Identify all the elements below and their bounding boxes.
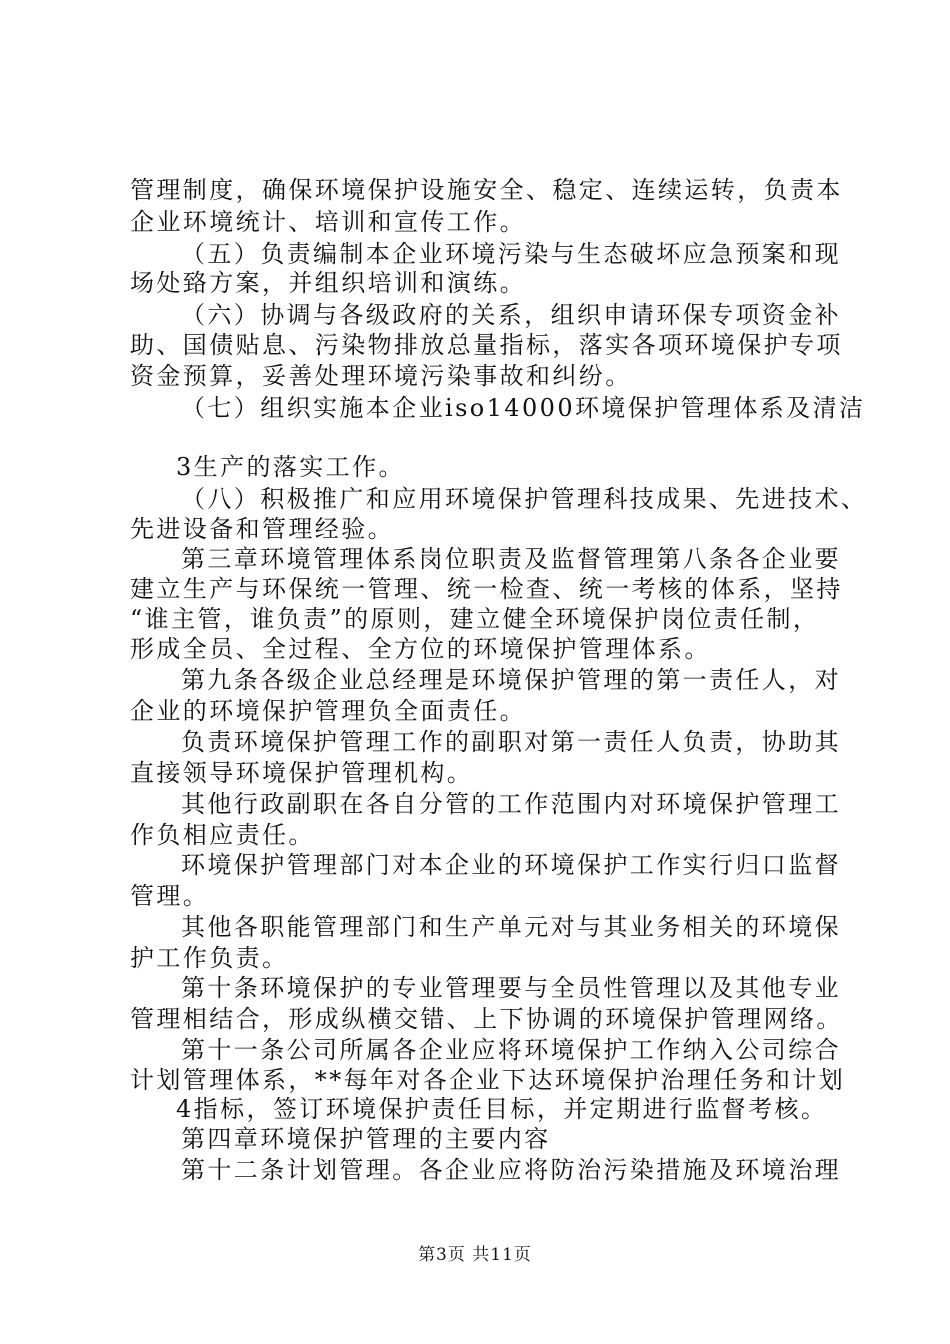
text-line: 4指标，签订环境保护责任目标，并定期进行监督考核。 — [176, 1095, 828, 1123]
text-line: （六）协调与各级政府的关系，组织申请环保专项资金补 — [181, 301, 841, 329]
text-line: 环境保护管理部门对本企业的环境保护工作实行归口监督 — [181, 851, 841, 879]
text-line: （八）积极推广和应用环境保护管理科技成果、先进技术、 — [181, 485, 868, 513]
text-line: 计划管理体系，**每年对各企业下达环境保护治理任务和计划 — [130, 1066, 846, 1094]
text-line: 3生产的落实工作。 — [176, 453, 405, 481]
page-footer: 第3页 共11页 — [418, 1245, 532, 1265]
text-line: 企业环境统计、培训和宣传工作。 — [130, 208, 526, 236]
text-line: 场处臵方案，并组织培训和演练。 — [130, 269, 526, 297]
text-line: 管理。 — [130, 882, 210, 910]
text-line: 第三章环境管理体系岗位职责及监督管理第八条各企业要 — [181, 545, 841, 573]
text-line: （七）组织实施本企业iso14000环境保护管理体系及清洁 — [181, 394, 866, 422]
text-line: 第十二条计划管理。各企业应将防治污染措施及环境治理 — [181, 1156, 841, 1184]
text-line: 先进设备和管理经验。 — [130, 515, 394, 543]
text-line: 其他行政副职在各自分管的工作范围内对环境保护管理工 — [181, 790, 841, 818]
text-line: 直接领导环境保护管理机构。 — [130, 759, 474, 787]
text-line: 第十一条公司所属各企业应将环境保护工作纳入公司综合 — [181, 1036, 841, 1064]
text-line: 助、国债贴息、污染物排放总量指标，落实各项环境保护专项 — [130, 331, 843, 359]
text-line: 第九条各级企业总经理是环境保护管理的第一责任人，对 — [181, 666, 841, 694]
text-line: 管理相结合，形成纵横交错、上下协调的环境保护管理网络。 — [130, 1005, 843, 1033]
text-line: 企业的环境保护管理负全面责任。 — [130, 697, 526, 725]
text-line: 第四章环境保护管理的主要内容 — [181, 1125, 551, 1153]
text-line: 形成全员、全过程、全方位的环境保护管理体系。 — [130, 635, 711, 663]
text-line: 管理制度，确保环境保护设施安全、稳定、连续运转，负责本 — [130, 176, 843, 204]
text-line: “谁主管，谁负责”的原则，建立健全环境保护岗位责任制， — [130, 605, 820, 633]
text-line: 资金预算，妥善处理环境污染事故和纠纷。 — [130, 362, 632, 390]
text-line: 负责环境保护管理工作的副职对第一责任人负责，协助其 — [181, 728, 841, 756]
text-line: 作负相应责任。 — [130, 821, 315, 849]
text-line: 第十条环境保护的专业管理要与全员性管理以及其他专业 — [181, 974, 841, 1002]
text-line: 护工作负责。 — [130, 944, 289, 972]
text-line: 其他各职能管理部门和生产单元对与其业务相关的环境保 — [181, 913, 841, 941]
text-line: （五）负责编制本企业环境污染与生态破坏应急预案和现 — [181, 240, 841, 268]
text-line: 建立生产与环保统一管理、统一检查、统一考核的体系，坚持 — [130, 575, 843, 603]
